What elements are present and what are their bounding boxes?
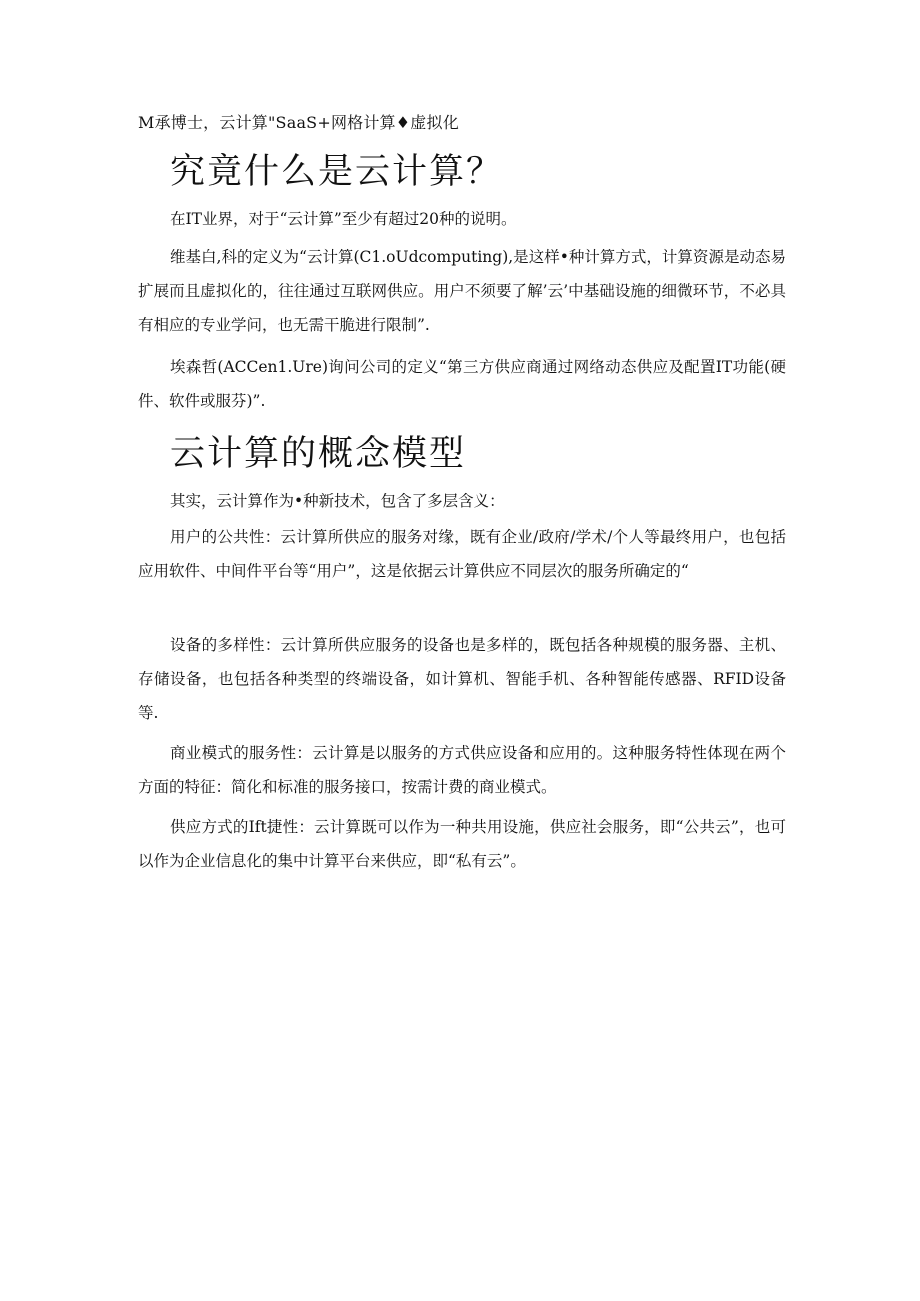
paragraph-device-diversity: 设备的多样性：云计算所供应服务的设备也是多样的，既包括各种规模的服务器、主机、存储设备，也包括各种类型的终端设备，如计算机、智能手机、各种智能传感器、RFID设备等.	[138, 636, 786, 722]
section-heading-concept-model: 云计算的概念模型	[170, 434, 467, 474]
document-subtitle: M承博士，云计算"SaaS+网格计算♦虚拟化	[138, 113, 459, 132]
paragraph-business-model: 商业模式的服务性：云计算是以服务的方式供应设备和应用的。这种服务特性体现在两个方面的特征：简化和标准的服务接口，按需计费的商业模式。	[138, 744, 786, 796]
paragraph-accenture-definition: 埃森哲(ACCen1.Ure)询问公司的定义“第三方供应商通过网络动态供应及配置IT功能(硬件、软件或服芬)”.	[138, 358, 786, 410]
section-heading-what-is-cloud: 究竟什么是云计算？	[170, 152, 504, 192]
paragraph-supply-method: 供应方式的Ift捷性：云计算既可以作为一种共用设施，供应社会服务，即“公共云”，也可以作为企业信息化的集中计算平台来供应，即“私有云”。	[138, 818, 786, 870]
paragraph-intro: 其实，云计算作为•种新技术，包含了多层含义：	[170, 492, 505, 510]
paragraph-wikipedia-definition: 维基白,科的定义为“云计算(C1.oUdcomputing),是这样•种计算方式，计算资源是动态易扩展而且虚拟化的，往往通过互联网供应。用户不须要了解’云’中基础设施的细微环节，不必具有相应的专业学问，也无需干脆进行限制”.	[138, 248, 786, 334]
paragraph-definition-count: 在IT业界，对于“云计算”至少有超过20种的说明。	[170, 210, 517, 228]
paragraph-user-publicness: 用户的公共性：云计算所供应的服务对缘，既有企业/政府/学术/个人等最终用户，也包括应用软件、中间件平台等“用户”，这是依据云计算供应不同层次的服务所确定的“	[138, 528, 786, 580]
